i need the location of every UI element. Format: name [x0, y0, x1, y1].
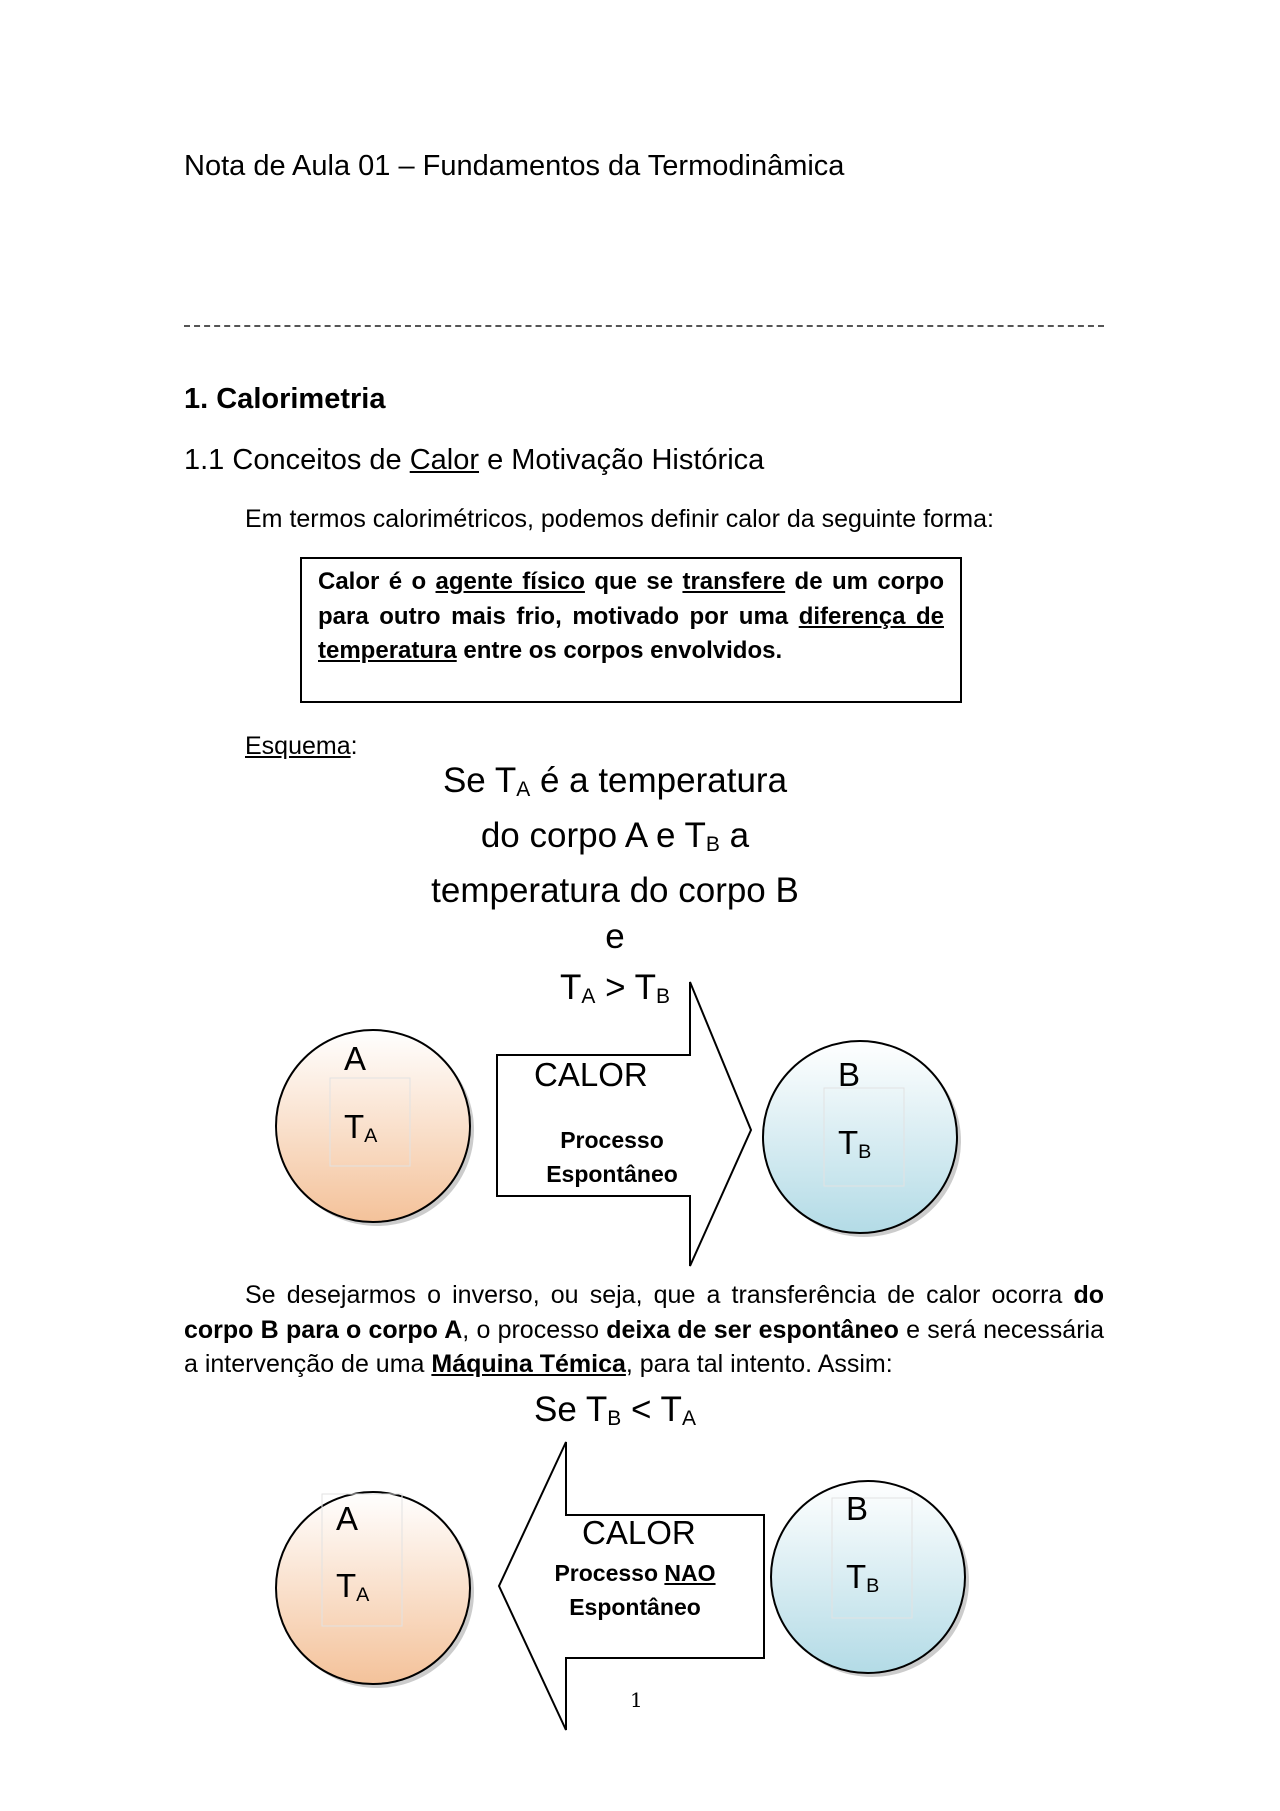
inverse-paragraph: Se desejarmos o inverso, ou seja, que a transferência de calor ocorra do corpo B para o corpo A, o processo deixa de ser espontâneo e será necessária a intervenção de uma Máquina Témica, para tal intento. Assim:	[184, 1281, 1104, 1378]
schema-label-text: Esquema	[245, 732, 351, 760]
inequality-2: Se $T_B < T_A$	[534, 1390, 696, 1431]
body-b-label: B	[838, 1056, 861, 1093]
def-text: Calor é o	[318, 568, 436, 595]
document-title: Nota de Aula 01 – Fundamentos da Termodinâmica	[184, 150, 845, 182]
arrow1-process: Processo Espontâneo	[546, 1127, 678, 1187]
body-a2-label: A	[336, 1500, 359, 1537]
schema-label-colon: :	[350, 732, 358, 760]
def-underline: transfere	[682, 568, 786, 595]
page-number: 1	[630, 1688, 643, 1712]
def-text: entre os corpos envolvidos.	[456, 637, 783, 664]
body-b2-label: B	[846, 1490, 869, 1527]
body-a2-circle	[276, 1492, 470, 1684]
def-text: que se	[584, 568, 683, 595]
cond-line-3: temperatura do corpo B	[431, 871, 799, 911]
cond-line-4: e	[605, 917, 625, 957]
section-heading: 1. Calorimetria	[184, 383, 386, 415]
subheading-suffix: e Motivação Histórica	[479, 444, 765, 476]
body-a2-temp: $T_A$	[336, 1567, 370, 1606]
arrow1-title: CALOR	[534, 1056, 648, 1093]
subheading-prefix: 1.1 Conceitos de	[184, 444, 410, 476]
subheading-calor: Calor	[409, 444, 480, 476]
cond-line-1: Se $T_A$ é a temperatura	[442, 761, 788, 802]
intro-text: Em termos calorimétricos, podemos definir calor da seguinte forma:	[245, 505, 994, 533]
inequality-1: $T_A > T_B$	[560, 968, 671, 1009]
def-underline: agente físico	[435, 568, 585, 595]
body-b-temp: $T_B$	[838, 1124, 872, 1163]
cond-line-2: do corpo A e $T_B$ a	[480, 816, 750, 857]
body-a-label: A	[344, 1040, 367, 1077]
body-b2-temp: $T_B$	[846, 1558, 880, 1597]
body-a-temp: $T_A$	[344, 1108, 378, 1147]
def-underline: diferença de temperatura	[318, 602, 944, 664]
arrow2-title: CALOR	[582, 1514, 696, 1551]
def-text: de um corpo para outro mais frio, motivado por uma	[318, 568, 944, 630]
arrow2-process: Processo NAO Espontâneo	[554, 1560, 716, 1620]
